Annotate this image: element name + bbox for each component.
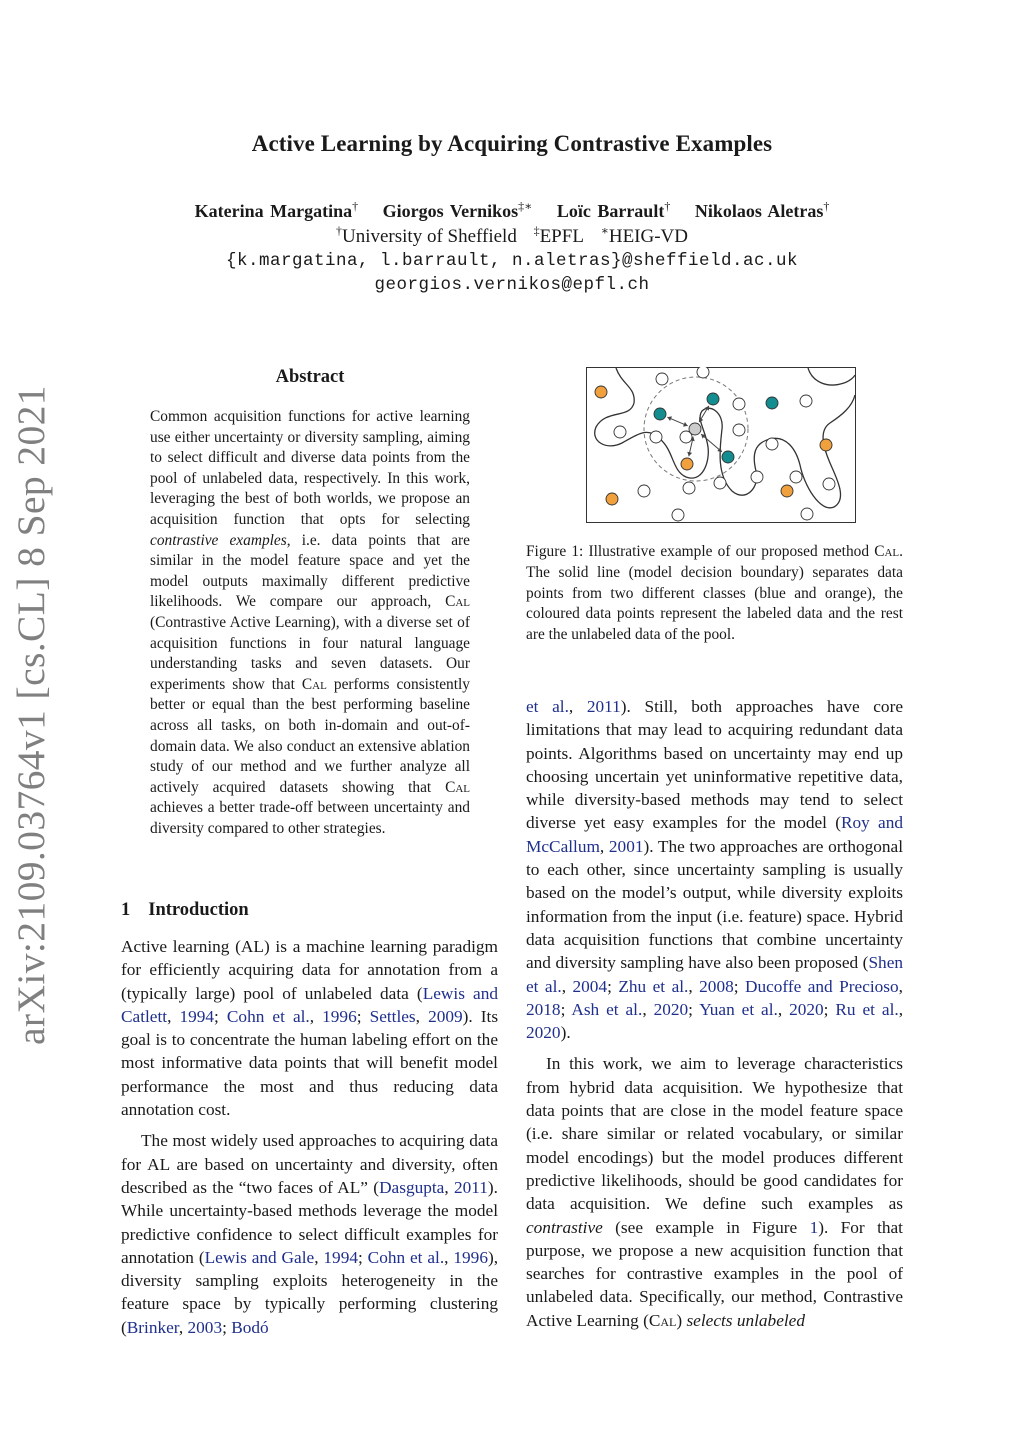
unlabeled-point <box>656 373 668 385</box>
affiliation-mark: ∗ <box>600 224 609 238</box>
text: , <box>178 1317 188 1337</box>
orange-labeled-point <box>781 485 793 497</box>
text: , <box>309 1006 323 1026</box>
citation-link[interactable]: 2020 <box>653 999 689 1019</box>
unlabeled-point <box>801 508 813 520</box>
unlabeled-point <box>751 471 763 483</box>
author-name: Nikolaos Aletras <box>694 201 824 221</box>
paragraph <box>526 695 903 1044</box>
unlabeled-point <box>683 482 695 494</box>
text: , <box>314 1247 324 1267</box>
citation-link[interactable]: 2004 <box>572 976 608 996</box>
unlabeled-point <box>733 398 745 410</box>
citation-link[interactable]: 2020 <box>789 999 824 1019</box>
affiliation-mark: ‡ <box>533 224 540 238</box>
citation-link[interactable]: Ducoffe and Precioso <box>744 976 899 996</box>
text: , <box>444 1247 454 1267</box>
method-name: Cal <box>445 593 470 611</box>
text: (see example in Figure <box>602 1217 810 1237</box>
citation-link[interactable]: Yuan et al. <box>699 999 778 1019</box>
text: ). Its goal is to concentrate the human labeling effort on the most informative data points that will benefit model performance the most and thus reducing data annotation cost. <box>121 1006 499 1120</box>
paragraph <box>526 1052 903 1332</box>
author-mark: † <box>664 199 671 213</box>
right-column-body <box>526 695 903 1332</box>
citation-link[interactable]: Zhu et al. <box>618 976 689 996</box>
citation-link[interactable]: Roy and McCallum <box>526 813 903 856</box>
text: The most widely used approaches to acquiring data for AL are based on uncertainty and diversity, often described as the “two faces of AL” ( <box>121 1131 498 1197</box>
email-line: {k.margatina, l.barrault, n.aletras}@sheffield.ac.uk <box>225 251 799 271</box>
figure-caption <box>526 542 903 646</box>
method-name: Cal <box>874 543 900 560</box>
affiliation-name: HEIG-VD <box>608 226 688 248</box>
figure-reference-link[interactable]: 1 <box>809 1217 819 1237</box>
citation-link[interactable]: 2001 <box>608 836 644 856</box>
affiliation-list <box>0 224 1024 248</box>
section-title: Introduction <box>148 900 249 920</box>
abstract-text: Common acquisition functions for active learning use either uncertainty or diversity sampling, aiming to select difficult and diverse data points from the pool of unlabeled data, respectively. In this work, leveraging the best of both worlds, we propose an acquisition function that opts for selecting <box>150 408 470 528</box>
text: , <box>444 1177 454 1197</box>
author-list <box>0 199 1024 222</box>
figure-1 <box>586 367 856 523</box>
figure-label: Figure 1: <box>526 543 584 560</box>
citation-link[interactable]: et al. <box>526 697 569 716</box>
unlabeled-point <box>714 477 726 489</box>
author-name: Loïc Barrault <box>556 201 665 221</box>
author-name: Giorgos Vernikos <box>382 201 519 221</box>
unlabeled-point <box>650 431 662 443</box>
citation-link[interactable]: Dasgupta <box>379 1177 445 1197</box>
unlabeled-point <box>800 395 812 407</box>
citation-link[interactable]: Lewis and Gale <box>204 1247 315 1267</box>
text: ; <box>688 999 700 1019</box>
abstract-text: performs consistently better or equal than the best performing baseline across all tasks, on both in-domain and out-of-domain data. We also conduct an extensive ablation study of our method and we further analyze all actively acquired datasets showing that <box>150 675 470 796</box>
text: , <box>688 976 700 996</box>
text: ) <box>676 1310 687 1330</box>
orange-labeled-point <box>681 458 693 470</box>
paragraph <box>121 1129 498 1339</box>
text: ). For that purpose, we propose a new acquisition function that searches for contrastive examples in the pool of unlabeled data. Specifically, our method, Contrastive Active Learning ( <box>526 1217 903 1330</box>
author-mark: ‡∗ <box>518 199 533 213</box>
blue-labeled-point <box>722 451 734 463</box>
abstract-text: (Contrastive Active Learning), with a diverse set of acquisition functions in four natural language understanding tasks and seven datasets. Our experiments show that <box>150 613 470 693</box>
text: ; <box>560 999 572 1019</box>
unlabeled-point <box>614 426 626 438</box>
text: ; <box>222 1317 232 1337</box>
author <box>557 201 671 221</box>
text: Active learning (AL) is a machine learning paradigm for efficiently acquiring data for annotation from a (typically large) pool of unlabeled data ( <box>121 937 498 1003</box>
citation-link[interactable]: 1996 <box>322 1006 357 1026</box>
caption-text: . The solid line (model decision boundary) separates data points from two different classes (blue and orange), the coloured data points represent the labeled data and the rest are the unlabeled data of the pool. <box>526 543 903 644</box>
citation-link[interactable]: Shen et al. <box>526 953 903 996</box>
text: ). While uncertainty-based methods leverage the model predictive confidence to select difficult examples for annotation ( <box>121 1177 498 1267</box>
unlabeled-point <box>790 471 802 483</box>
section-heading <box>121 900 249 921</box>
text: , <box>642 999 654 1019</box>
citation-link[interactable]: Bodó <box>231 1317 269 1337</box>
orange-labeled-point <box>606 493 618 505</box>
unlabeled-point <box>697 367 709 378</box>
text: , <box>898 999 904 1019</box>
citation-link[interactable]: 2011 <box>586 697 621 716</box>
caption-text: Illustrative example of our proposed method <box>583 543 875 560</box>
unlabeled-point <box>638 485 650 497</box>
blue-labeled-point <box>766 397 778 409</box>
abstract-text: , i.e. data points that are similar in the model feature space and yet the model outputs maximally different predictive likelihoods. We compare our approach, <box>150 531 471 611</box>
method-name: Cal <box>301 675 327 693</box>
text: , <box>415 1006 429 1026</box>
affiliation-name: University of Sheffield <box>341 226 517 248</box>
text: ; <box>357 1247 368 1267</box>
orange-labeled-point <box>595 386 607 398</box>
abstract-text: achieves a better trade-off between uncertainty and diversity compared to other strategies. <box>150 799 470 837</box>
citation-link[interactable]: 2003 <box>187 1317 223 1337</box>
citation-link[interactable]: 2011 <box>454 1177 488 1197</box>
query-point <box>689 423 701 435</box>
author <box>195 201 358 221</box>
citation-link[interactable]: 1994 <box>323 1247 358 1267</box>
blue-labeled-point <box>654 408 666 420</box>
arxiv-identifier: arXiv:2109.03764v1 [cs.CL] 8 Sep 2021 <box>9 385 53 1045</box>
orange-labeled-point <box>820 439 832 451</box>
citation-link[interactable]: Ash et al. <box>571 999 643 1019</box>
unlabeled-point <box>672 509 684 521</box>
method-name: Cal <box>648 1310 677 1330</box>
citation-link[interactable]: Cohn et al. <box>367 1247 445 1267</box>
blue-labeled-point <box>707 393 719 405</box>
text: ). <box>560 1023 571 1043</box>
citation-link[interactable]: 2009 <box>428 1006 463 1026</box>
email-line: georgios.vernikos@epfl.ch <box>374 275 650 295</box>
text: , <box>777 999 790 1019</box>
text: , <box>599 836 609 856</box>
emphasis: selects unlabeled <box>686 1310 805 1330</box>
method-name: Cal <box>445 778 470 796</box>
text: , <box>561 976 573 996</box>
left-column-body <box>121 935 498 1339</box>
abstract-emphasis: contrastive examples <box>150 531 287 549</box>
text: ). Still, both approaches have core limitations that may lead to acquiring redundant data points. Algorithms based on uncertainty may end up choosing uncertain yet uninformative repetitive data, while diversity-based methods may tend to select diverse yet easy examples for the model ( <box>526 697 903 833</box>
citation-link[interactable]: Settles <box>369 1006 416 1026</box>
text: ), diversity sampling exploits heterogeneity in the feature space by typically performing clustering ( <box>121 1247 499 1337</box>
citation-link[interactable]: Cohn et al. <box>226 1006 310 1026</box>
text: In this work, we aim to leverage characteristics from hybrid data acquisition. We hypothesize that data points that are close in the model feature space (i.e. share similar or related vocabulary, or similar model encodings) but the model produces different predictive likelihoods, should be good candidates for data acquisition. We define such examples as <box>526 1054 903 1214</box>
text: , <box>568 697 587 716</box>
affiliation <box>534 226 584 247</box>
abstract-body <box>150 407 470 839</box>
affiliation <box>336 226 517 247</box>
unlabeled-point <box>766 438 778 450</box>
text: ; <box>356 1006 370 1026</box>
text: ; <box>607 976 619 996</box>
citation-link[interactable]: 2020 <box>526 1023 561 1043</box>
citation-link[interactable]: Lewis and Catlett <box>121 983 498 1026</box>
text: , <box>167 1006 180 1026</box>
paragraph <box>121 935 498 1121</box>
author <box>383 201 533 221</box>
paper-title: Active Learning by Acquiring Contrastive Examples <box>251 131 773 156</box>
affiliation-name: EPFL <box>539 226 584 248</box>
author-name: Katerina Margatina <box>194 201 353 221</box>
affiliation <box>601 226 688 247</box>
author-mark: † <box>823 199 830 213</box>
affiliation-mark: † <box>335 224 342 238</box>
unlabeled-point <box>733 424 745 436</box>
citation-link[interactable]: 2008 <box>699 976 734 996</box>
text: ). The two approaches are orthogonal to each other, since uncertainty sampling is usually based on the model’s output, while diversity exploits information from the input (i.e. feature) space. Hybrid data acquisition functions that combine uncertainty and diversity sampling have also been proposed ( <box>526 836 904 973</box>
unlabeled-point <box>823 478 835 490</box>
citation-link[interactable]: Brinker <box>126 1317 179 1337</box>
section-number: 1 <box>121 900 131 920</box>
citation-link[interactable]: 1994 <box>179 1006 215 1026</box>
citation-link[interactable]: 2018 <box>526 999 561 1019</box>
text: , <box>898 976 903 996</box>
figure-illustration <box>586 367 856 523</box>
abstract-heading: Abstract <box>275 367 345 387</box>
text: ; <box>214 1006 227 1026</box>
text: ; <box>733 976 745 996</box>
text: ; <box>823 999 836 1019</box>
citation-link[interactable]: Ru et al. <box>835 999 899 1019</box>
citation-link[interactable]: 1996 <box>453 1247 488 1267</box>
emphasis: contrastive <box>526 1217 603 1237</box>
author-mark: † <box>352 199 359 213</box>
author <box>695 201 830 221</box>
